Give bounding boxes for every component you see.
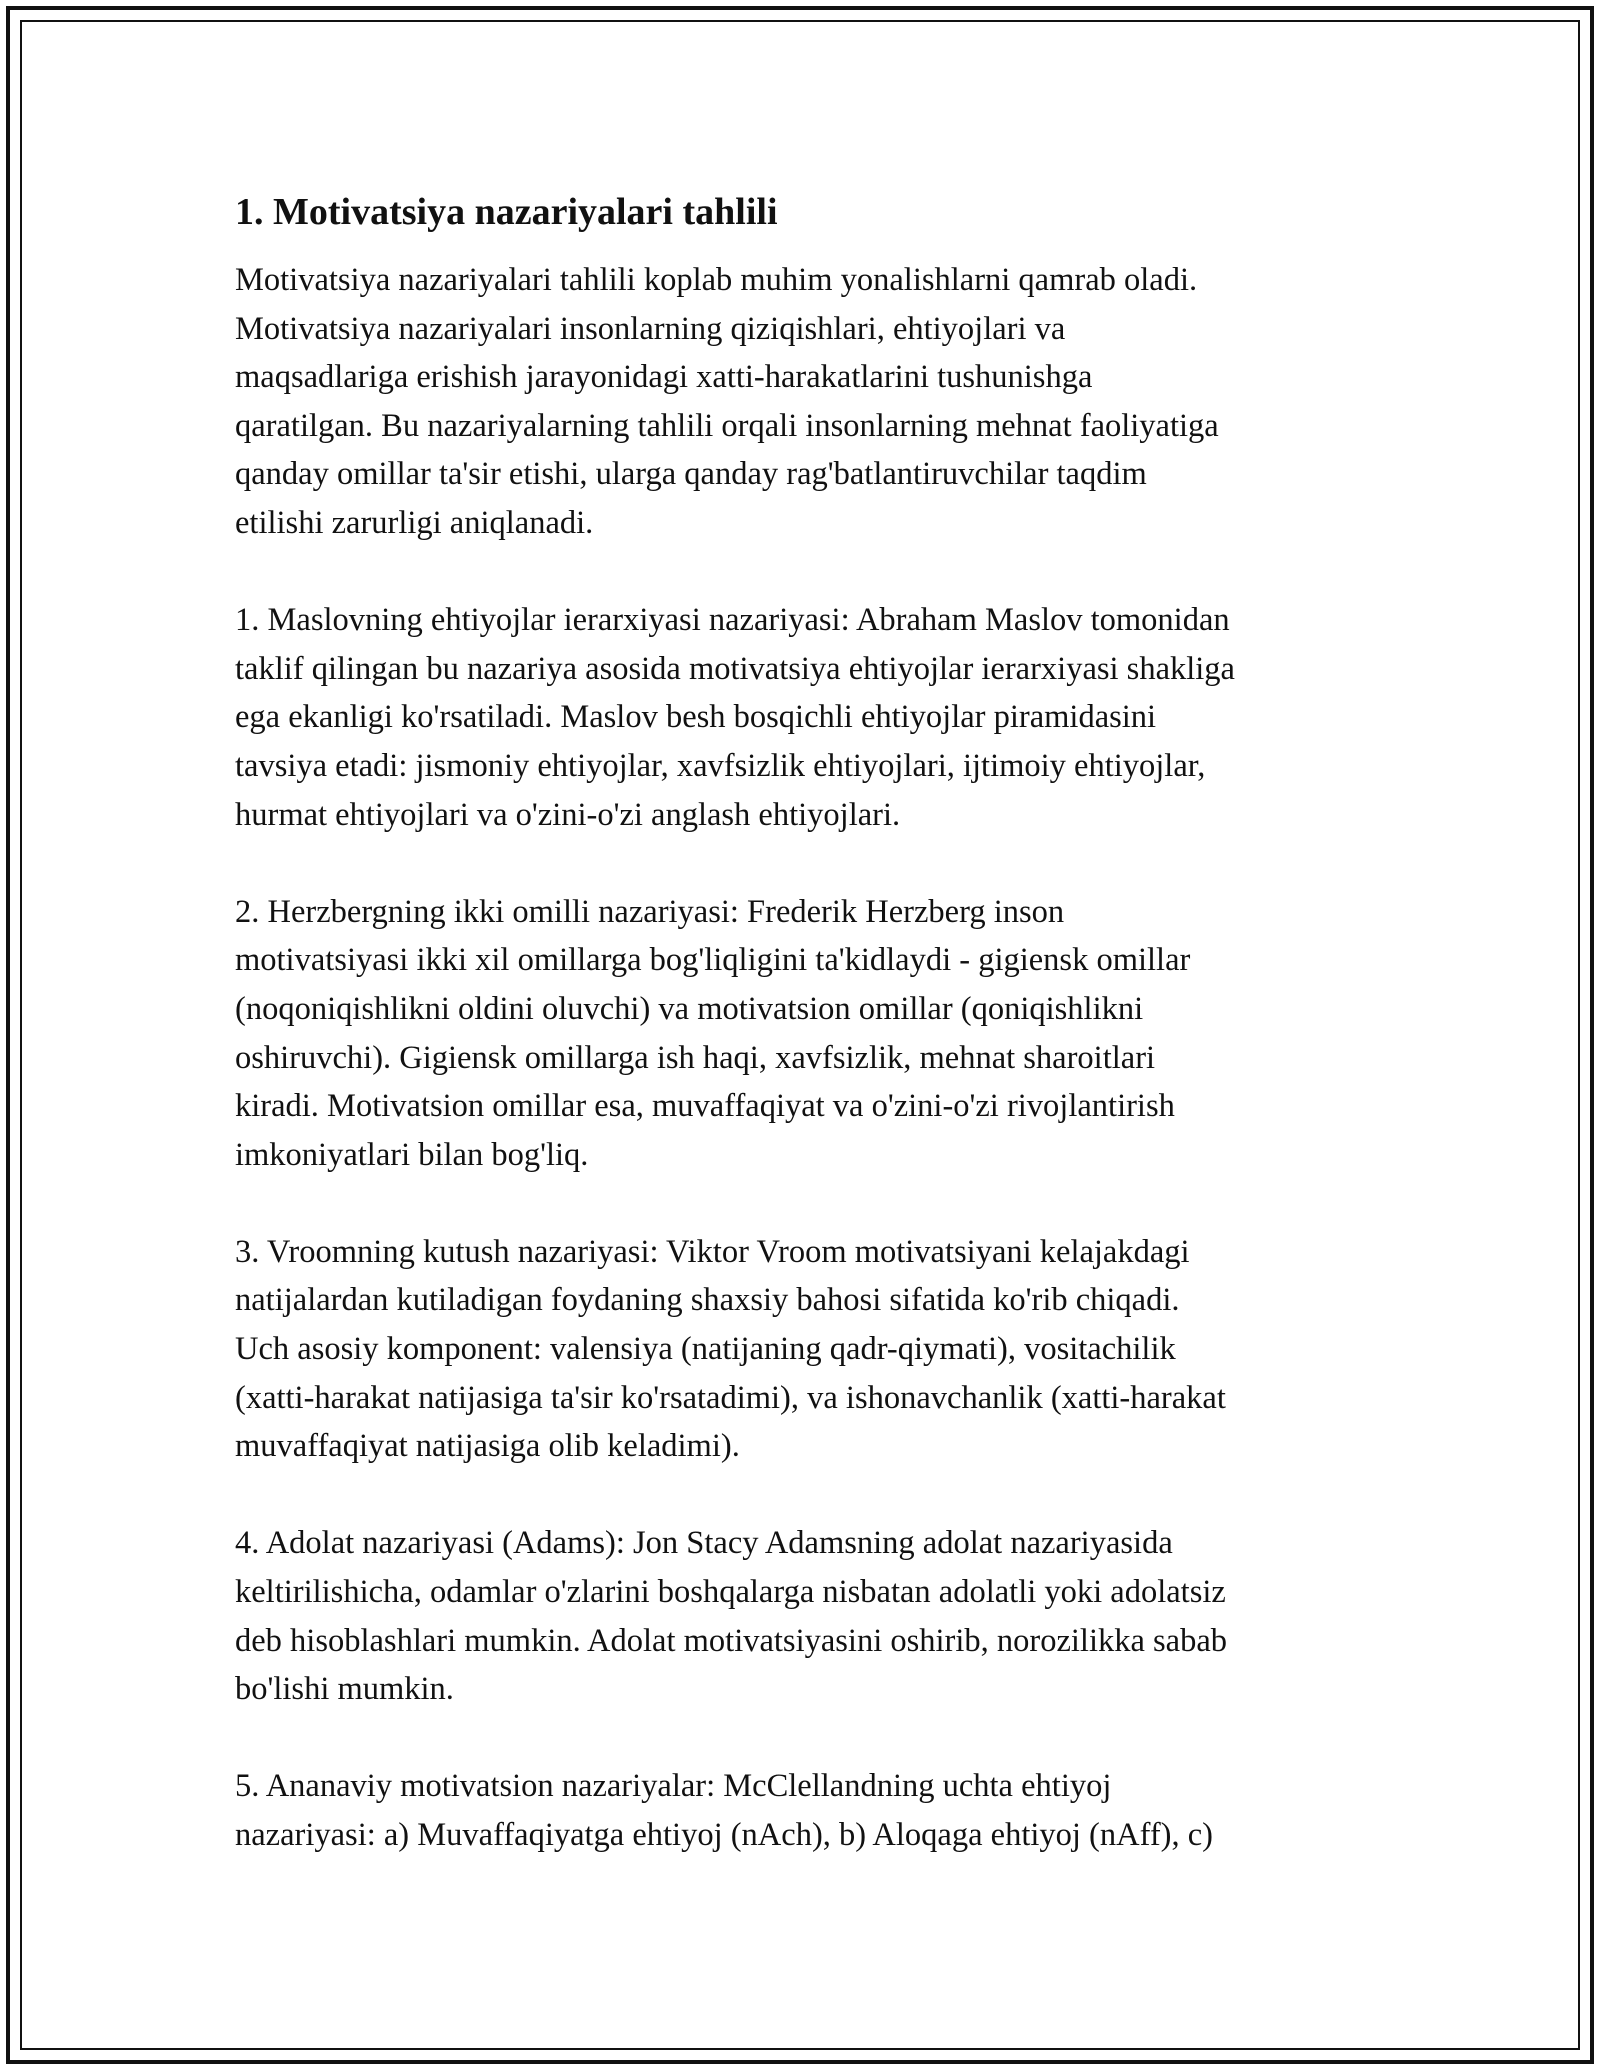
text-line: imkoniyatlari bilan bog'liq.	[235, 1136, 589, 1173]
text-line: oshiruvchi). Gigiensk omillarga ish haqi, xavfsizlik, mehnat sharoitlari	[235, 1039, 1156, 1076]
text-line: keltirilishicha, odamlar o'zlarini boshqalarga nisbatan adolatli yoki adolatsiz	[235, 1574, 1226, 1611]
text-line: 3. Vroomning kutush nazariyasi: Viktor Vroom motivatsiyani kelajakdagi	[235, 1233, 1190, 1270]
section-heading: 1. Motivatsiya nazariyalari tahlili	[235, 191, 778, 233]
text-line: 2. Herzbergning ikki omilli nazariyasi: Frederik Herzberg inson	[235, 893, 1065, 930]
text-line: hurmat ehtiyojlari va o'zini-o'zi anglash ehtiyojlari.	[235, 796, 901, 833]
text-line: 4. Adolat nazariyasi (Adams): Jon Stacy Adamsning adolat nazariyasida	[235, 1525, 1173, 1562]
text-line: nazariyasi: a) Muvaffaqiyatga ehtiyoj (nAch), b) Aloqaga ehtiyoj (nAff), c)	[235, 1817, 1213, 1853]
text-line: motivatsiyasi ikki xil omillarga bog'liqligini ta'kidlaydi - gigiensk omillar	[235, 942, 1191, 979]
text-line: natijalardan kutiladigan foydaning shaxsiy bahosi sifatida ko'rib chiqadi.	[235, 1282, 1180, 1319]
text-line: qaratilgan. Bu nazariyalarning tahlili orqali insonlarning mehnat faoliyatiga	[235, 407, 1219, 444]
herzberg-paragraph	[235, 888, 1385, 1180]
text-line: tavsiya etadi: jismoniy ehtiyojlar, xavfsizlik ehtiyojlari, ijtimoiy ehtiyojlar,	[235, 747, 1206, 784]
text-line: taklif qilingan bu nazariya asosida motivatsiya ehtiyojlar ierarxiyasi shakliga	[235, 650, 1235, 687]
text-line: muvaffaqiyat natijasiga olib keladimi).	[235, 1428, 740, 1465]
text-line: Motivatsiya nazariyalari insonlarning qiziqishlari, ehtiyojlari va	[235, 310, 1066, 347]
document-body	[235, 186, 1385, 1908]
text-line: (xatti-harakat natijasiga ta'sir ko'rsatadimi), va ishonavchanlik (xatti-harakat	[235, 1379, 1226, 1416]
maslow-paragraph	[235, 596, 1385, 839]
text-line: 5. Ananaviy motivatsion nazariyalar: McClellandning uchta ehtiyoj	[235, 1768, 1112, 1805]
text-line: (noqoniqishlikni oldini oluvchi) va motivatsion omillar (qoniqishlikni	[235, 990, 1144, 1027]
text-line: bo'lishi mumkin.	[235, 1671, 454, 1708]
text-line: ega ekanligi ko'rsatiladi. Maslov besh bosqichli ehtiyojlar piramidasini	[235, 699, 1157, 736]
vroom-paragraph	[235, 1228, 1385, 1471]
text-line: maqsadlariga erishish jarayonidagi xatti-harakatlarini tushunishga	[235, 359, 1093, 396]
text-line: qanday omillar ta'sir etishi, ularga qanday rag'batlantiruvchilar taqdim	[235, 456, 1147, 493]
text-line: kiradi. Motivatsion omillar esa, muvaffaqiyat va o'zini-o'zi rivojlantirish	[235, 1088, 1175, 1125]
text-line: Uch asosiy komponent: valensiya (natijaning qadr-qiymati), vositachilik	[235, 1331, 1176, 1368]
mcclelland-paragraph	[235, 1762, 1385, 1859]
adams-paragraph	[235, 1519, 1385, 1713]
text-line: 1. Maslovning ehtiyojlar ierarxiyasi nazariyasi: Abraham Maslov tomonidan	[235, 602, 1230, 639]
text-line: Motivatsiya nazariyalari tahlili koplab muhim yonalishlarni qamrab oladi.	[235, 262, 1198, 298]
intro-paragraph	[235, 256, 1385, 548]
text-line: etilishi zarurligi aniqlanadi.	[235, 504, 594, 541]
text-line: deb hisoblashlari mumkin. Adolat motivatsiyasini oshirib, norozilikka sabab	[235, 1622, 1228, 1659]
